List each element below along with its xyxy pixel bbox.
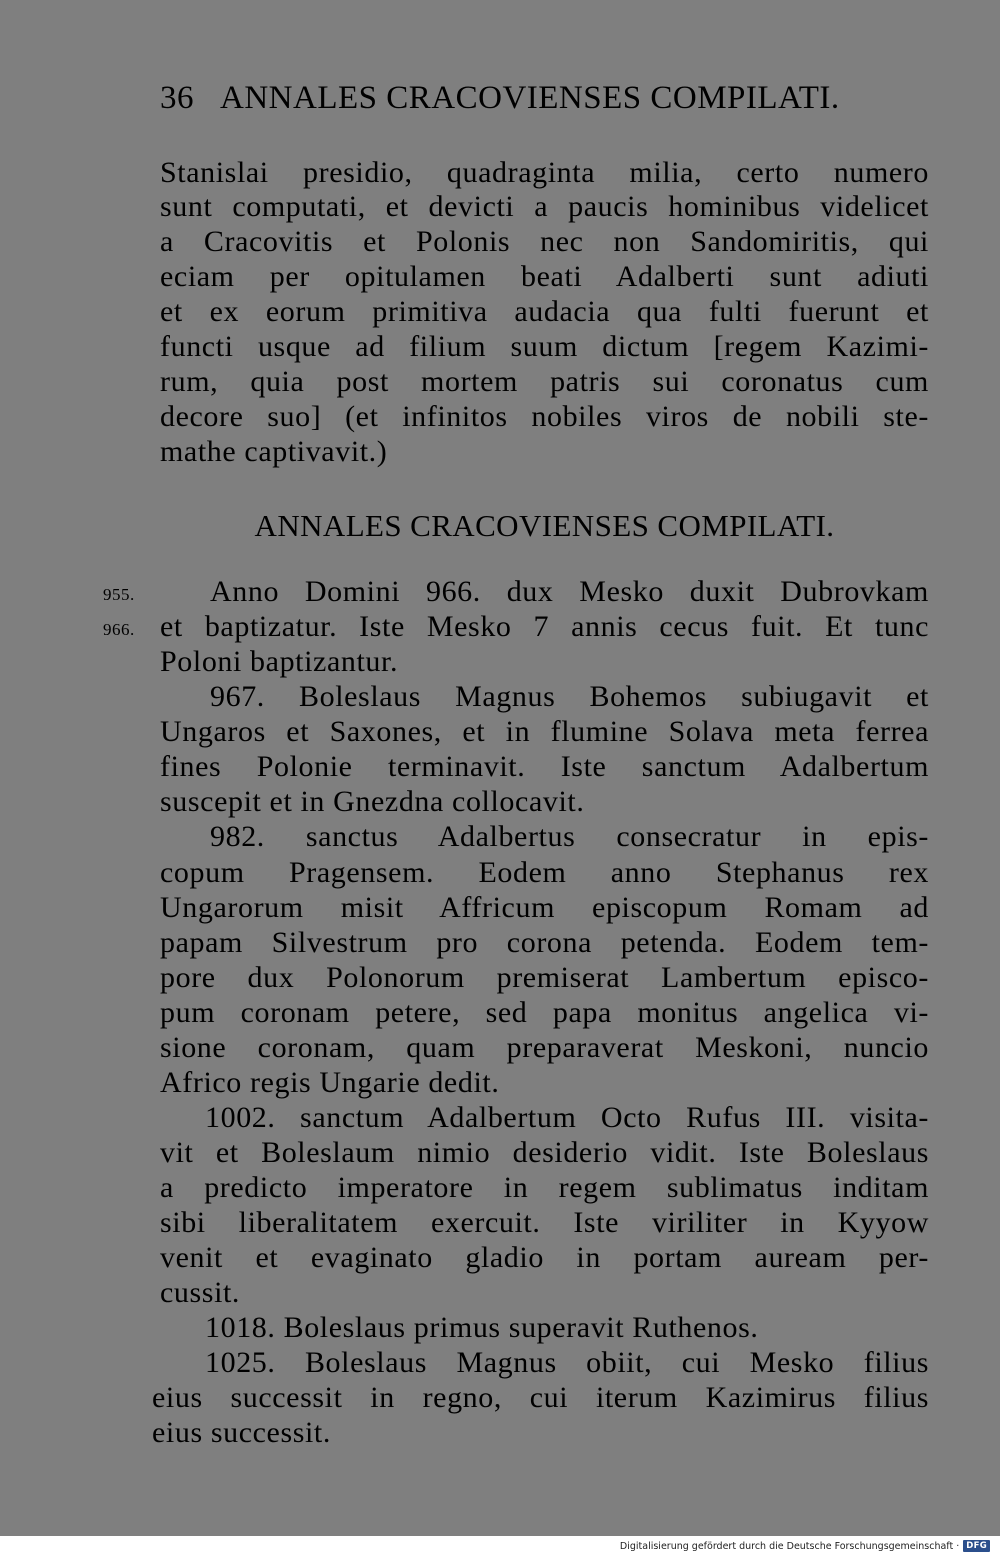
text-line: eciam per opitulamen beati Adalberti sunt adiuti xyxy=(160,260,929,293)
digitization-credit xyxy=(620,1540,990,1552)
text-line: 982. sanctus Adalbertus consecratur in epis- xyxy=(210,820,929,853)
text-line: Ungaros et Saxones, et in flumine Solava meta ferrea xyxy=(160,715,929,748)
text-line: fines Polonie terminavit. Iste sanctum Adalbertum xyxy=(160,750,929,783)
text-line: copum Pragensem. Eodem anno Stephanus rex xyxy=(160,856,929,889)
text-line: papam Silvestrum pro corona petenda. Eodem tem- xyxy=(160,926,929,959)
text-line: a predicto imperatore in regem sublimatus inditam xyxy=(160,1171,929,1204)
text-line: et ex eorum primitiva audacia qua fulti fuerunt et xyxy=(160,295,929,328)
text-line: pum coronam petere, sed papa monitus angelica vi- xyxy=(160,996,929,1029)
running-title: ANNALES CRACOVIENSES COMPILATI. xyxy=(220,80,840,116)
text-line: Ungarorum misit Affricum episcopum Romam ad xyxy=(160,891,929,924)
text-line: sione coronam, quam preparaverat Meskoni, nuncio xyxy=(160,1031,929,1064)
margin-note: 955. xyxy=(103,585,135,604)
text-line: venit et evaginato gladio in portam auream per- xyxy=(160,1241,929,1274)
text-line: sunt computati, et devicti a paucis hominibus videlicet xyxy=(160,190,929,223)
text-line: Poloni baptizantur. xyxy=(160,645,399,678)
text-line: Stanislai presidio, quadraginta milia, certo numero xyxy=(160,156,929,189)
footer-text: Digitalisierung gefördert durch die Deutsche Forschungsgemeinschaft · xyxy=(619,1540,960,1552)
text-line: sibi liberalitatem exercuit. Iste viriliter in Kyyow xyxy=(160,1206,929,1239)
text-line: pore dux Polonorum premiserat Lambertum episco- xyxy=(160,961,929,994)
text-line: 967. Boleslaus Magnus Bohemos subiugavit et xyxy=(210,680,929,713)
section-title: ANNALES CRACOVIENSES COMPILATI. xyxy=(254,508,835,543)
text-line: a Cracovitis et Polonis nec non Sandomiritis, qui xyxy=(160,225,929,258)
margin-note: 966. xyxy=(103,620,135,639)
text-line: rum, quia post mortem patris sui coronatus cum xyxy=(160,365,929,398)
text-line: decore suo] (et infinitos nobiles viros de nobili ste- xyxy=(160,400,929,433)
text-line: mathe captivavit.) xyxy=(160,435,388,468)
text-line: 1025. Boleslaus Magnus obiit, cui Mesko filius xyxy=(205,1346,929,1379)
running-head xyxy=(160,80,880,117)
text-line: et baptizatur. Iste Mesko 7 annis cecus fuit. Et tunc xyxy=(160,610,929,643)
text-line: eius successit in regno, cui iterum Kazimirus filius xyxy=(152,1381,929,1414)
text-line: eius successit. xyxy=(152,1416,331,1449)
text-line: suscepit et in Gnezdna collocavit. xyxy=(160,785,585,818)
text-line: 1018. Boleslaus primus superavit Ruthenos. xyxy=(205,1311,759,1344)
text-line: vit et Boleslaum nimio desiderio vidit. Iste Boleslaus xyxy=(160,1136,929,1169)
text-line: functi usque ad filium suum dictum [regem Kazimi- xyxy=(160,330,929,363)
text-line: Anno Domini 966. dux Mesko duxit Dubrovkam xyxy=(210,575,929,608)
text-line: Africo regis Ungarie dedit. xyxy=(160,1066,500,1099)
text-line: 1002. sanctum Adalbertum Octo Rufus III. visita- xyxy=(205,1101,929,1134)
text-line: cussit. xyxy=(160,1276,241,1309)
page-number: 36 xyxy=(160,80,194,116)
dfg-logo-icon: DFG xyxy=(963,1540,990,1552)
